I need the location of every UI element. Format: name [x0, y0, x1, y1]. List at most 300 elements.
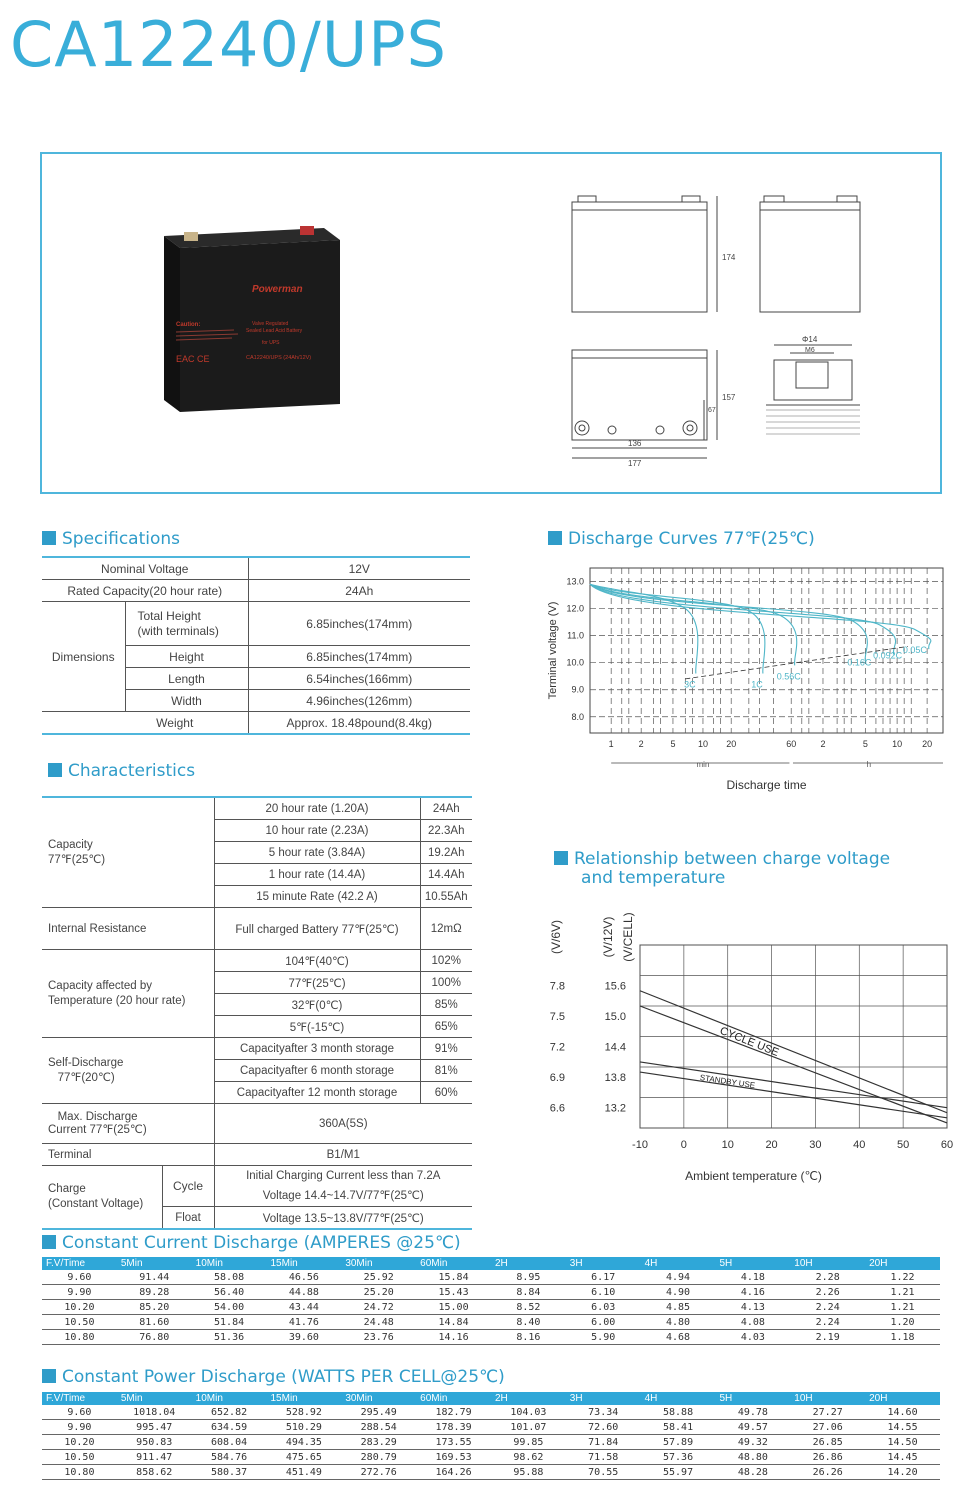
table-cell: 528.92	[266, 1405, 341, 1420]
table-header: 10Min	[192, 1392, 267, 1405]
table-cell: 55.97	[641, 1465, 716, 1480]
specifications-table	[42, 556, 470, 735]
table-cell: 4.18	[715, 1270, 790, 1285]
temperature-row-value: 102%	[420, 950, 472, 972]
table-cell: 295.49	[341, 1405, 416, 1420]
curve-label: 0.56C	[776, 671, 801, 682]
table-cell: 39.60	[266, 1330, 341, 1345]
table-cell: 41.76	[266, 1315, 341, 1330]
weight-label: Weight	[42, 712, 248, 735]
table-cell: 48.80	[715, 1450, 790, 1465]
x-tick-label: 20	[922, 739, 933, 749]
length-value: 6.54inches(166mm)	[248, 668, 470, 690]
relationship-heading: Relationship between charge voltage and temperature	[554, 850, 890, 888]
table-header: 20H	[865, 1392, 940, 1405]
table-row	[42, 1465, 940, 1480]
dimensions-label: Dimensions	[42, 602, 125, 712]
dim-height: 174	[722, 253, 736, 262]
constant-current-table	[42, 1257, 940, 1345]
internal-resistance-value: 12mΩ	[420, 908, 472, 950]
battery-image	[152, 214, 352, 414]
x-axis-title: Discharge time	[726, 778, 807, 792]
table-header: F.V/Time	[42, 1257, 117, 1270]
table-row	[42, 1405, 940, 1420]
table-header: 3H	[566, 1392, 641, 1405]
y-tick-label-6v: 7.2	[549, 1041, 565, 1054]
rated-capacity-value: 24Ah	[248, 580, 470, 602]
table-cell: 25.20	[341, 1285, 416, 1300]
table-cell: 49.57	[715, 1420, 790, 1435]
table-cell: 91.44	[117, 1270, 192, 1285]
capacity-row-label: 20 hour rate (1.20A)	[214, 797, 420, 820]
terminal-positive	[184, 232, 198, 241]
max-discharge-label: Max. Discharge Current 77℉(25℃)	[42, 1104, 214, 1144]
x-tick-label: 2	[638, 739, 644, 749]
self-discharge-row-label: Capacityafter 3 month storage	[214, 1038, 420, 1060]
y-tick-label-12v: 13.2	[604, 1102, 626, 1115]
table-cell: 46.56	[266, 1270, 341, 1285]
x-tick-label: 2	[820, 739, 826, 749]
table-cell: 54.00	[192, 1300, 267, 1315]
table-cell: 2.24	[790, 1315, 865, 1330]
band-label: STANDBY USE	[699, 1072, 756, 1091]
x-tick-label: -10	[632, 1139, 648, 1151]
weight-value: Approx. 18.48pound(8.4kg)	[248, 712, 470, 735]
x-unit-h: h	[866, 760, 872, 769]
product-image-frame	[40, 152, 942, 494]
x-tick-label: 60	[786, 739, 797, 749]
self-discharge-row-label: Capacityafter 12 month storage	[214, 1082, 420, 1104]
table-header: 2H	[491, 1392, 566, 1405]
table-cell: 57.89	[641, 1435, 716, 1450]
table-cell: 26.85	[790, 1435, 865, 1450]
table-cell: 44.88	[266, 1285, 341, 1300]
table-cell: 995.47	[117, 1420, 192, 1435]
table-header: 10H	[790, 1257, 865, 1270]
table-cell: 173.55	[416, 1435, 491, 1450]
table-row	[42, 1450, 940, 1465]
table-cell: 6.17	[566, 1270, 641, 1285]
curve-label: 1C	[751, 679, 763, 690]
table-cell: 15.00	[416, 1300, 491, 1315]
table-cell: 14.16	[416, 1330, 491, 1345]
y-tick-label-6v: 6.9	[549, 1072, 565, 1085]
capacity-row-value: 14.4Ah	[420, 864, 472, 886]
table-cell: 14.45	[865, 1450, 940, 1465]
table-cell: 283.29	[341, 1435, 416, 1450]
table-cell: 2.26	[790, 1285, 865, 1300]
table-cell: 51.36	[192, 1330, 267, 1345]
table-cell: 99.85	[491, 1435, 566, 1450]
table-cell: 8.40	[491, 1315, 566, 1330]
terminal-label: Terminal	[42, 1144, 214, 1166]
table-cell: 1.20	[865, 1315, 940, 1330]
bullet-square-icon	[548, 531, 562, 545]
table-cell: 4.03	[715, 1330, 790, 1345]
y-tick-label-12v: 13.8	[604, 1072, 626, 1085]
band-label: CYCLE USE	[718, 1024, 781, 1060]
self-discharge-row-value: 60%	[420, 1082, 472, 1104]
constant-power-table	[42, 1392, 940, 1480]
battery-type-line1: Valve Regulated	[252, 321, 289, 327]
capacity-row-label: 1 hour rate (14.4A)	[214, 864, 420, 886]
table-cell: 104.03	[491, 1405, 566, 1420]
terminal-negative	[300, 226, 314, 235]
length-label: Length	[125, 668, 248, 690]
y-tick-label: 11.0	[567, 630, 584, 641]
y-tick-label: 13.0	[566, 576, 584, 587]
dim-thread: M6	[805, 347, 815, 354]
temperature-row-value: 85%	[420, 994, 472, 1016]
x-tick-label: 30	[809, 1139, 822, 1151]
dim-height2: 157	[722, 393, 736, 402]
table-header: 30Min	[341, 1392, 416, 1405]
table-header: 5Min	[117, 1392, 192, 1405]
table-cell: 10.80	[42, 1330, 117, 1345]
table-header: 15Min	[266, 1257, 341, 1270]
table-cell: 24.72	[341, 1300, 416, 1315]
x-tick-label: 20	[726, 739, 737, 749]
curve-label: 0.05C	[902, 645, 927, 656]
bullet-square-icon	[554, 851, 568, 865]
table-cell: 73.34	[566, 1405, 641, 1420]
x-tick-label: 10	[721, 1139, 734, 1151]
table-cell: 169.53	[416, 1450, 491, 1465]
temperature-row-label: 104℉(40℃)	[214, 950, 420, 972]
y-tick-label-6v: 7.5	[549, 1011, 565, 1024]
table-header: 5H	[715, 1392, 790, 1405]
page-title: CA12240/UPS	[10, 8, 447, 81]
float-label: Float	[162, 1207, 214, 1230]
table-cell: 49.78	[715, 1405, 790, 1420]
ce-mark-icon: EAC CE	[176, 354, 210, 364]
table-header: 2H	[491, 1257, 566, 1270]
table-cell: 51.84	[192, 1315, 267, 1330]
table-cell: 1018.04	[117, 1405, 192, 1420]
table-cell: 58.88	[641, 1405, 716, 1420]
height-label: Height	[125, 646, 248, 668]
table-header: 15Min	[266, 1392, 341, 1405]
charge-voltage-temperature-chart	[540, 905, 965, 1195]
table-cell: 15.84	[416, 1270, 491, 1285]
battery-brand: Powerman	[252, 284, 303, 295]
capacity-row-value: 19.2Ah	[420, 842, 472, 864]
x-tick-label: 60	[940, 1139, 954, 1151]
temperature-row-value: 65%	[420, 1016, 472, 1038]
table-header: 20H	[865, 1257, 940, 1270]
temperature-row-label: 32℉(0℃)	[214, 994, 420, 1016]
table-cell: 4.13	[715, 1300, 790, 1315]
capacity-row-label: 10 hour rate (2.23A)	[214, 820, 420, 842]
table-row	[42, 1420, 940, 1435]
battery-model: CA12240/UPS (24Ah/12V)	[246, 355, 312, 361]
table-cell: 164.26	[416, 1465, 491, 1480]
discharge-curves-heading: Discharge Curves 77℉(25℃)	[548, 529, 815, 549]
table-header: 5Min	[117, 1257, 192, 1270]
table-cell: 26.86	[790, 1450, 865, 1465]
battery-caution: Caution:	[176, 322, 201, 328]
discharge-curves-chart	[540, 560, 960, 800]
cycle-label: Cycle	[162, 1166, 214, 1207]
table-cell: 71.58	[566, 1450, 641, 1465]
table-cell: 9.90	[42, 1420, 117, 1435]
capacity-label: Capacity 77℉(25℃)	[42, 797, 214, 908]
x-tick-label: 1	[608, 739, 614, 749]
max-discharge-value: 360A(5S)	[214, 1104, 472, 1144]
table-cell: 10.20	[42, 1435, 117, 1450]
y-axis-title-12v: (V/12V)	[601, 916, 615, 958]
constant-power-heading: Constant Power Discharge (WATTS PER CELL@25℃)	[42, 1367, 505, 1387]
table-cell: 1.22	[865, 1270, 940, 1285]
table-cell: 95.88	[491, 1465, 566, 1480]
band-lower-line	[640, 1006, 947, 1123]
dim-terminal-dia: Φ14	[802, 335, 818, 344]
internal-resistance-label: Internal Resistance	[42, 908, 214, 950]
height-value: 6.85inches(174mm)	[248, 646, 470, 668]
self-discharge-row-label: Capacityafter 6 month storage	[214, 1060, 420, 1082]
x-tick-label: 10	[892, 739, 903, 749]
table-cell: 58.41	[641, 1420, 716, 1435]
x-tick-label: 0	[680, 1139, 687, 1151]
table-cell: 26.26	[790, 1465, 865, 1480]
characteristics-table	[42, 796, 472, 1230]
y-axis-title: Terminal voltage (V)	[547, 601, 559, 700]
y-tick-label-6v: 6.6	[549, 1102, 565, 1115]
curve-label: 0.092C	[873, 650, 903, 661]
bullet-square-icon	[42, 1369, 56, 1383]
table-cell: 6.00	[566, 1315, 641, 1330]
table-header: 60Min	[416, 1392, 491, 1405]
table-cell: 101.07	[491, 1420, 566, 1435]
table-cell: 23.76	[341, 1330, 416, 1345]
table-row	[42, 1435, 940, 1450]
table-cell: 8.52	[491, 1300, 566, 1315]
y-tick-label-6v: 7.8	[549, 980, 565, 993]
table-header: 30Min	[341, 1257, 416, 1270]
table-cell: 1.21	[865, 1300, 940, 1315]
table-cell: 494.35	[266, 1435, 341, 1450]
table-cell: 70.55	[566, 1465, 641, 1480]
y-tick-label-12v: 15.6	[604, 980, 626, 993]
table-cell: 1.18	[865, 1330, 940, 1345]
y-tick-label: 10.0	[566, 657, 584, 668]
table-cell: 911.47	[117, 1450, 192, 1465]
table-cell: 584.76	[192, 1450, 267, 1465]
capacity-row-value: 22.3Ah	[420, 820, 472, 842]
y-tick-label: 9.0	[571, 684, 584, 695]
temperature-row-value: 100%	[420, 972, 472, 994]
table-cell: 14.84	[416, 1315, 491, 1330]
table-cell: 81.60	[117, 1315, 192, 1330]
table-cell: 4.68	[641, 1330, 716, 1345]
table-cell: 56.40	[192, 1285, 267, 1300]
capacity-row-value: 24Ah	[420, 797, 472, 820]
x-tick-label: 10	[697, 739, 708, 749]
table-cell: 858.62	[117, 1465, 192, 1480]
rated-capacity-label: Rated Capacity(20 hour rate)	[42, 580, 248, 602]
table-header: F.V/Time	[42, 1392, 117, 1405]
dim-side: 67	[708, 407, 716, 414]
width-value: 4.96inches(126mm)	[248, 690, 470, 712]
constant-current-heading: Constant Current Discharge (AMPERES @25℃)	[42, 1233, 461, 1253]
discharge-curve-line	[590, 584, 797, 665]
table-cell: 4.85	[641, 1300, 716, 1315]
table-cell: 182.79	[416, 1405, 491, 1420]
self-discharge-label: Self-Discharge 77℉(20℃)	[42, 1038, 214, 1104]
table-cell: 24.48	[341, 1315, 416, 1330]
table-cell: 10.50	[42, 1315, 117, 1330]
table-cell: 2.19	[790, 1330, 865, 1345]
table-cell: 14.20	[865, 1465, 940, 1480]
table-cell: 27.27	[790, 1405, 865, 1420]
temperature-capacity-label: Capacity affected by Temperature (20 hour rate)	[42, 950, 214, 1038]
float-value: Voltage 13.5~13.8V/77℉(25℃)	[214, 1207, 472, 1230]
table-cell: 451.49	[266, 1465, 341, 1480]
x-unit-min: min	[696, 760, 710, 769]
table-cell: 475.65	[266, 1450, 341, 1465]
cycle-value: Initial Charging Current less than 7.2A Voltage 14.4~14.7V/77℉(25℃)	[214, 1166, 472, 1207]
table-row	[42, 1285, 940, 1300]
table-cell: 272.76	[341, 1465, 416, 1480]
table-cell: 2.24	[790, 1300, 865, 1315]
charge-label: Charge (Constant Voltage)	[42, 1166, 162, 1230]
table-header: 60Min	[416, 1257, 491, 1270]
table-row	[42, 1330, 940, 1345]
table-cell: 6.03	[566, 1300, 641, 1315]
table-cell: 72.60	[566, 1420, 641, 1435]
table-row	[42, 1300, 940, 1315]
temperature-row-label: 77℉(25℃)	[214, 972, 420, 994]
table-cell: 634.59	[192, 1420, 267, 1435]
width-label: Width	[125, 690, 248, 712]
table-cell: 89.28	[117, 1285, 192, 1300]
table-cell: 510.29	[266, 1420, 341, 1435]
y-tick-label-12v: 15.0	[604, 1011, 626, 1024]
bullet-square-icon	[42, 531, 56, 545]
table-header: 5H	[715, 1257, 790, 1270]
bullet-square-icon	[48, 763, 62, 777]
nominal-voltage-value: 12V	[248, 557, 470, 580]
table-cell: 1.21	[865, 1285, 940, 1300]
nominal-voltage-label: Nominal Voltage	[42, 557, 248, 580]
x-tick-label: 40	[853, 1139, 866, 1151]
total-height-value: 6.85inches(174mm)	[248, 602, 470, 646]
capacity-row-label: 15 minute Rate (42.2 A)	[214, 886, 420, 908]
characteristics-heading: Characteristics	[48, 761, 195, 781]
x-tick-label: 20	[765, 1139, 778, 1151]
table-cell: 10.80	[42, 1465, 117, 1480]
table-cell: 178.39	[416, 1420, 491, 1435]
specifications-heading: Specifications	[42, 529, 180, 549]
bullet-square-icon	[42, 1235, 56, 1249]
table-header: 10Min	[192, 1257, 267, 1270]
table-cell: 58.08	[192, 1270, 267, 1285]
table-header: 4H	[641, 1392, 716, 1405]
table-cell: 4.16	[715, 1285, 790, 1300]
y-tick-label-12v: 14.4	[604, 1041, 626, 1054]
y-tick-label: 12.0	[566, 603, 584, 614]
dim-length1: 136	[628, 439, 642, 448]
table-cell: 652.82	[192, 1405, 267, 1420]
table-cell: 57.36	[641, 1450, 716, 1465]
table-cell: 10.20	[42, 1300, 117, 1315]
dim-length2: 177	[628, 459, 642, 468]
table-cell: 49.32	[715, 1435, 790, 1450]
table-cell: 288.54	[341, 1420, 416, 1435]
battery-use-line: for UPS	[262, 340, 280, 346]
x-tick-label: 5	[670, 739, 676, 749]
table-cell: 5.90	[566, 1330, 641, 1345]
table-cell: 9.60	[42, 1270, 117, 1285]
self-discharge-row-value: 91%	[420, 1038, 472, 1060]
table-header: 4H	[641, 1257, 716, 1270]
table-row	[42, 1270, 940, 1285]
table-cell: 85.20	[117, 1300, 192, 1315]
table-row	[42, 1315, 940, 1330]
terminal-value: B1/M1	[214, 1144, 472, 1166]
discharge-curve-line	[590, 584, 867, 661]
table-cell: 8.16	[491, 1330, 566, 1345]
table-cell: 14.55	[865, 1420, 940, 1435]
x-tick-label: 5	[862, 739, 868, 749]
table-cell: 10.50	[42, 1450, 117, 1465]
band-upper-line	[640, 1062, 947, 1108]
table-cell: 580.37	[192, 1465, 267, 1480]
table-cell: 48.28	[715, 1465, 790, 1480]
table-cell: 25.92	[341, 1270, 416, 1285]
table-cell: 98.62	[491, 1450, 566, 1465]
table-cell: 14.50	[865, 1435, 940, 1450]
table-cell: 27.06	[790, 1420, 865, 1435]
table-cell: 14.60	[865, 1405, 940, 1420]
x-axis-title: Ambient temperature (℃)	[685, 1169, 822, 1183]
self-discharge-row-value: 81%	[420, 1060, 472, 1082]
y-tick-label: 8.0	[571, 711, 584, 722]
table-cell: 4.94	[641, 1270, 716, 1285]
y-axis-title-cell: (V/CELL)	[621, 912, 635, 962]
table-cell: 4.90	[641, 1285, 716, 1300]
table-cell: 950.83	[117, 1435, 192, 1450]
table-cell: 8.95	[491, 1270, 566, 1285]
capacity-row-value: 10.55Ah	[420, 886, 472, 908]
temperature-row-label: 5℉(-15℃)	[214, 1016, 420, 1038]
capacity-row-label: 5 hour rate (3.84A)	[214, 842, 420, 864]
table-cell: 280.79	[341, 1450, 416, 1465]
table-cell: 4.08	[715, 1315, 790, 1330]
table-cell: 9.90	[42, 1285, 117, 1300]
x-tick-label: 50	[897, 1139, 910, 1151]
total-height-label: Total Height (with terminals)	[125, 602, 248, 646]
curve-label: 0.16C	[847, 657, 872, 668]
table-cell: 6.10	[566, 1285, 641, 1300]
table-cell: 9.60	[42, 1405, 117, 1420]
table-cell: 608.04	[192, 1435, 267, 1450]
discharge-curve-line	[590, 584, 765, 673]
table-cell: 8.84	[491, 1285, 566, 1300]
table-cell: 15.43	[416, 1285, 491, 1300]
table-header: 10H	[790, 1392, 865, 1405]
battery-type-line2: Sealed Lead Acid Battery	[246, 328, 303, 334]
table-cell: 43.44	[266, 1300, 341, 1315]
table-cell: 2.28	[790, 1270, 865, 1285]
internal-resistance-condition: Full charged Battery 77℉(25℃)	[214, 908, 420, 950]
table-cell: 4.80	[641, 1315, 716, 1330]
table-cell: 71.84	[566, 1435, 641, 1450]
table-cell: 76.80	[117, 1330, 192, 1345]
dimension-drawings	[562, 190, 892, 470]
y-axis-title-6v: (V/6V)	[549, 919, 563, 955]
curve-label: 3C	[684, 679, 696, 690]
